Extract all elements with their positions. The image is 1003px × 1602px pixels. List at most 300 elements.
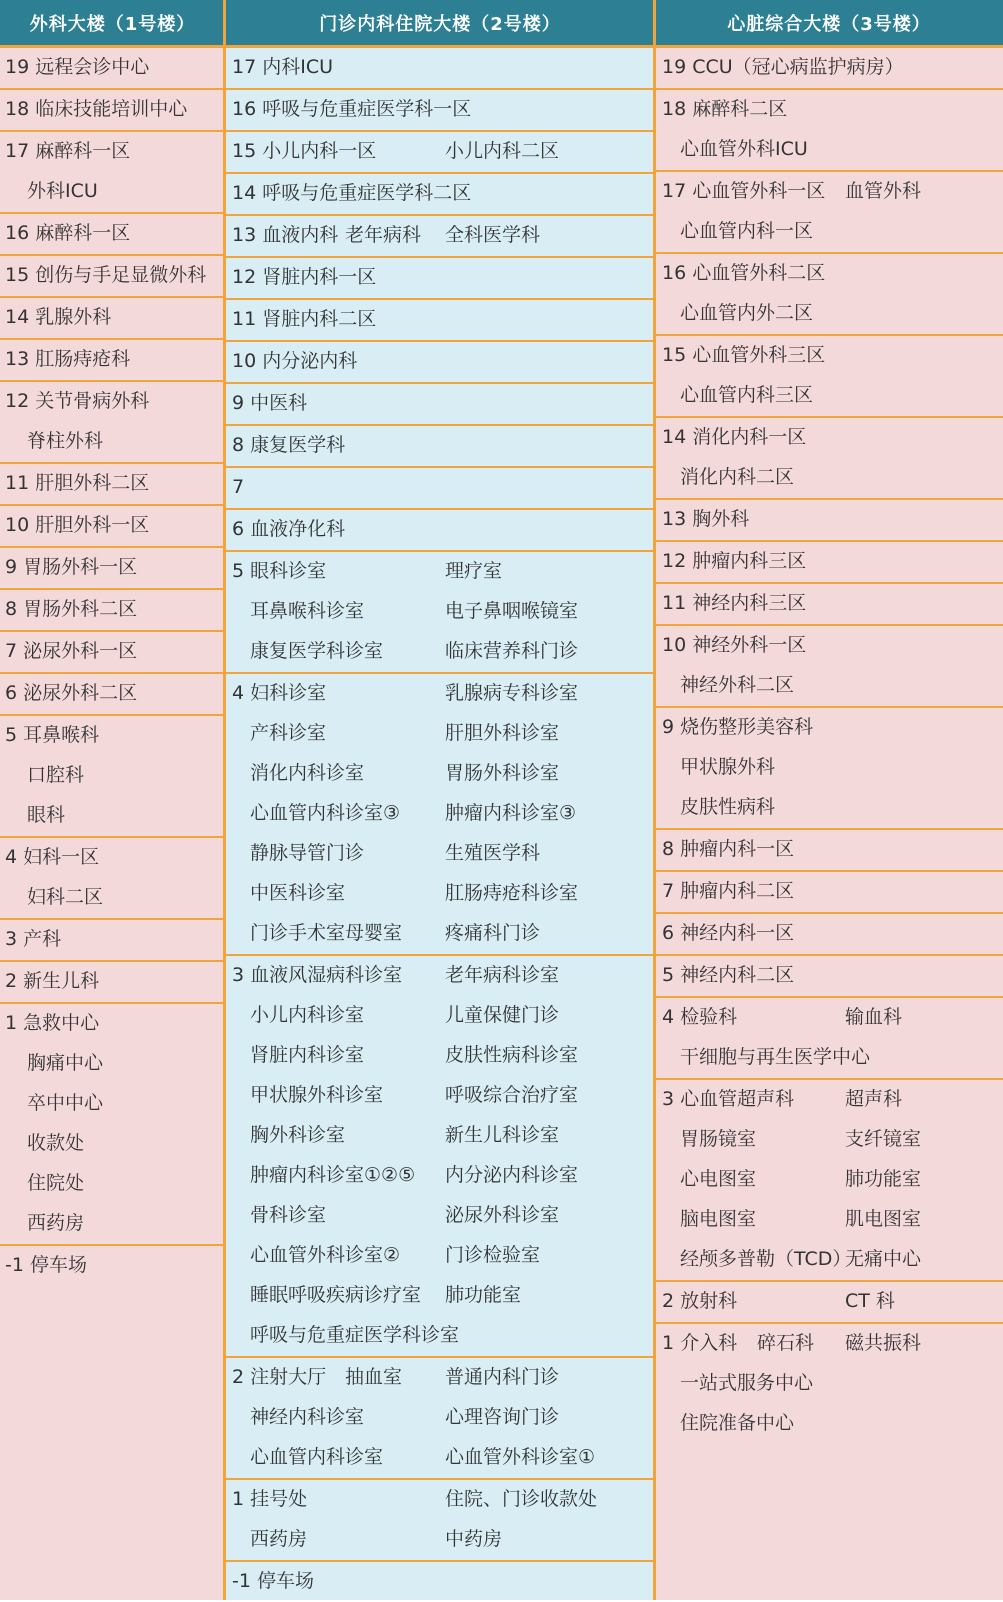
floor-line <box>655 584 1003 624</box>
floor-line <box>655 1038 1003 1078</box>
department-label: 6 血液净化科 <box>232 518 346 540</box>
floor-group <box>0 48 225 90</box>
department-label: CT 科 <box>845 1290 895 1312</box>
floor-line <box>655 788 1003 828</box>
department-label: 胸痛中心 <box>27 1052 104 1074</box>
floor-line <box>225 258 655 298</box>
floor-line <box>655 1200 1003 1240</box>
department-label: 皮肤性病科 <box>680 796 776 818</box>
floor-line <box>225 552 655 592</box>
floor-line <box>0 590 225 630</box>
floor-line <box>225 754 655 794</box>
floor-line <box>0 1204 225 1244</box>
floor-line <box>0 920 225 960</box>
department-label: -1 停车场 <box>5 1254 87 1276</box>
floor-line <box>655 212 1003 252</box>
floor-line <box>655 542 1003 582</box>
department-label: 17 心血管外科一区 <box>662 180 826 202</box>
department-label: 新生儿科诊室 <box>445 1124 560 1146</box>
floor-line <box>225 714 655 754</box>
department-label: 心血管外科诊室② <box>250 1244 401 1266</box>
floor-group <box>655 956 1003 998</box>
floor-line <box>225 1076 655 1116</box>
department-label: 消化内科二区 <box>680 466 795 488</box>
floor-line <box>0 1124 225 1164</box>
department-label: 4 妇科诊室 <box>232 682 327 704</box>
department-label: 13 肛肠痔疮科 <box>5 348 131 370</box>
floor-line <box>0 632 225 672</box>
department-label: 全科医学科 <box>445 224 541 246</box>
department-label: 9 中医科 <box>232 392 308 414</box>
department-label: 皮肤性病科诊室 <box>445 1044 579 1066</box>
department-label: 心血管内科诊室 <box>250 1446 384 1468</box>
floor-group <box>0 1004 225 1246</box>
department-label: 抽血室 <box>345 1366 403 1388</box>
department-label: 干细胞与再生医学中心 <box>680 1046 871 1068</box>
floor-group <box>655 584 1003 626</box>
floor-line <box>0 838 225 878</box>
floor-line <box>655 666 1003 706</box>
department-label: 15 小儿内科一区 <box>232 140 377 162</box>
floor-line <box>0 214 225 254</box>
floor-group <box>655 830 1003 872</box>
floor-group <box>655 48 1003 90</box>
floor-group <box>655 1324 1003 1444</box>
floor-group <box>225 552 655 674</box>
floor-line <box>655 998 1003 1038</box>
floor-line <box>655 956 1003 996</box>
floor-group <box>225 1480 655 1562</box>
floor-line <box>655 376 1003 416</box>
department-label: 脊柱外科 <box>27 430 104 452</box>
floor-group <box>225 384 655 426</box>
floor-group <box>225 342 655 384</box>
department-label: 消化内科诊室 <box>250 762 365 784</box>
floor-group <box>655 418 1003 500</box>
floor-group <box>655 708 1003 830</box>
department-label: 心血管内科诊室③ <box>250 802 401 824</box>
floor-line <box>225 1520 655 1560</box>
department-label: 肿瘤内科诊室③ <box>445 802 577 824</box>
floor-group <box>225 956 655 1358</box>
department-label: 经颅多普勒（TCD） <box>680 1248 852 1270</box>
floor-line <box>0 756 225 796</box>
floor-line <box>655 172 1003 212</box>
floor-line <box>0 298 225 338</box>
department-label: 老年病科 <box>345 224 422 246</box>
department-label: 19 CCU（冠心病监护病房） <box>662 56 904 78</box>
department-label: 内分泌内科诊室 <box>445 1164 579 1186</box>
department-label: 16 呼吸与危重症医学科一区 <box>232 98 472 120</box>
floor-line <box>0 1246 225 1286</box>
department-label: 11 肾脏内科二区 <box>232 308 377 330</box>
floor-line <box>655 914 1003 954</box>
building-3-floor-list <box>655 48 1003 1444</box>
department-label: 胸外科诊室 <box>250 1124 346 1146</box>
floor-line <box>655 418 1003 458</box>
floor-line <box>0 674 225 714</box>
department-label: 12 关节骨病外科 <box>5 390 150 412</box>
department-label: 9 烧伤整形美容科 <box>662 716 814 738</box>
floor-group <box>655 872 1003 914</box>
department-label: 1 急救中心 <box>5 1012 100 1034</box>
department-label: 8 肿瘤内科一区 <box>662 838 795 860</box>
floor-group <box>655 542 1003 584</box>
department-label: 肺功能室 <box>445 1284 522 1306</box>
floor-group <box>225 174 655 216</box>
floor-line <box>225 1316 655 1356</box>
floor-line <box>655 500 1003 540</box>
floor-line <box>225 174 655 214</box>
floor-line <box>225 1196 655 1236</box>
department-label: 康复医学科诊室 <box>250 640 384 662</box>
department-label: 甲状腺外科 <box>680 756 776 778</box>
department-label: 临床营养科门诊 <box>445 640 579 662</box>
floor-line <box>0 506 225 546</box>
floor-group <box>225 258 655 300</box>
floor-line <box>0 48 225 88</box>
department-label: 5 眼科诊室 <box>232 560 327 582</box>
department-label: 小儿内科诊室 <box>250 1004 365 1026</box>
department-label: 甲状腺外科诊室 <box>250 1084 384 1106</box>
department-label: 肾脏内科诊室 <box>250 1044 365 1066</box>
department-label: 9 胃肠外科一区 <box>5 556 138 578</box>
floor-line <box>655 130 1003 170</box>
department-label: 神经外科二区 <box>680 674 795 696</box>
floor-group <box>0 256 225 298</box>
floor-line <box>225 834 655 874</box>
floor-group <box>0 716 225 838</box>
department-label: 肺功能室 <box>845 1168 922 1190</box>
floor-line <box>225 1116 655 1156</box>
floor-group <box>0 632 225 674</box>
floor-line <box>225 216 655 256</box>
floor-group <box>225 1562 655 1602</box>
floor-line <box>225 914 655 954</box>
department-label: 心电图室 <box>680 1168 757 1190</box>
department-label: 门诊手术室 <box>250 922 346 944</box>
department-label: 生殖医学科 <box>445 842 541 864</box>
floor-line <box>225 1276 655 1316</box>
department-label: 儿童保健门诊 <box>445 1004 560 1026</box>
floor-line <box>655 1404 1003 1444</box>
floor-group <box>655 914 1003 956</box>
floor-line <box>225 1438 655 1478</box>
department-label: 呼吸与危重症医学科诊室 <box>250 1324 460 1346</box>
department-label: 磁共振科 <box>845 1332 922 1354</box>
department-label: 10 肝胆外科一区 <box>5 514 150 536</box>
floor-line <box>655 1080 1003 1120</box>
floor-line <box>225 632 655 672</box>
floor-line <box>225 90 655 130</box>
department-label: 12 肾脏内科一区 <box>232 266 377 288</box>
floor-line <box>655 458 1003 498</box>
department-label: 乳腺病专科诊室 <box>445 682 579 704</box>
column-divider <box>223 0 226 1600</box>
floor-line <box>0 90 225 130</box>
floor-line <box>655 1282 1003 1322</box>
department-label: 3 产科 <box>5 928 62 950</box>
department-label: 静脉导管门诊 <box>250 842 365 864</box>
department-label: 住院、门诊收款处 <box>445 1488 598 1510</box>
floor-line <box>225 1358 655 1398</box>
department-label: 1 挂号处 <box>232 1488 308 1510</box>
floor-group <box>0 920 225 962</box>
department-label: 卒中中心 <box>27 1092 104 1114</box>
floor-group <box>655 336 1003 418</box>
floor-group <box>225 90 655 132</box>
floor-group <box>655 254 1003 336</box>
floor-line <box>225 1562 655 1602</box>
department-label: 7 肿瘤内科二区 <box>662 880 795 902</box>
department-label: 心血管外科ICU <box>680 138 808 160</box>
floor-line <box>655 748 1003 788</box>
building-1-floor-list <box>0 48 225 1286</box>
floor-line <box>655 336 1003 376</box>
department-label: 肌电图室 <box>845 1208 922 1230</box>
department-label: 3 心血管超声科 <box>662 1088 795 1110</box>
floor-line <box>655 1240 1003 1280</box>
department-label: 母婴室 <box>345 922 403 944</box>
department-label: 12 肿瘤内科三区 <box>662 550 807 572</box>
floor-group <box>0 214 225 256</box>
floor-line <box>0 796 225 836</box>
floor-line <box>225 1156 655 1196</box>
floor-line <box>225 132 655 172</box>
department-label: 心血管外科诊室① <box>445 1446 596 1468</box>
department-label: 理疗室 <box>445 560 503 582</box>
department-label: 18 麻醉科二区 <box>662 98 788 120</box>
floor-line <box>225 468 655 508</box>
floor-group <box>0 962 225 1004</box>
building-2-floor-list <box>225 48 655 1602</box>
floor-group <box>0 90 225 132</box>
department-label: 门诊检验室 <box>445 1244 541 1266</box>
department-label: 碎石科 <box>757 1332 815 1354</box>
department-label: 16 心血管外科二区 <box>662 262 826 284</box>
floor-line <box>655 90 1003 130</box>
floor-group <box>0 382 225 464</box>
department-label: 支纤镜室 <box>845 1128 922 1150</box>
department-label: 睡眠呼吸疾病诊疗室 <box>250 1284 422 1306</box>
floor-line <box>0 1004 225 1044</box>
department-label: 19 远程会诊中心 <box>5 56 150 78</box>
floor-line <box>655 254 1003 294</box>
floor-line <box>225 426 655 466</box>
department-label: 15 创伤与手足显微外科 <box>5 264 207 286</box>
floor-line <box>0 716 225 756</box>
department-label: 18 临床技能培训中心 <box>5 98 188 120</box>
department-label: 产科诊室 <box>250 722 327 744</box>
floor-group <box>0 298 225 340</box>
department-label: 2 放射科 <box>662 1290 738 1312</box>
department-label: 胃肠镜室 <box>680 1128 757 1150</box>
floor-group <box>655 172 1003 254</box>
column-divider <box>653 0 656 1600</box>
department-label: 骨科诊室 <box>250 1204 327 1226</box>
department-label: 胃肠外科诊室 <box>445 762 560 784</box>
department-label: 心理咨询门诊 <box>445 1406 560 1428</box>
floor-line <box>0 382 225 422</box>
department-label: 2 注射大厅 <box>232 1366 327 1388</box>
department-label: 13 胸外科 <box>662 508 750 530</box>
department-label: 小儿内科二区 <box>445 140 560 162</box>
floor-group <box>655 1080 1003 1282</box>
floor-group <box>0 674 225 716</box>
floor-line <box>655 1364 1003 1404</box>
department-label: 肛肠痔疮科诊室 <box>445 882 579 904</box>
floor-group <box>655 626 1003 708</box>
department-label: 脑电图室 <box>680 1208 757 1230</box>
department-label: 10 神经外科一区 <box>662 634 807 656</box>
floor-line <box>655 626 1003 666</box>
department-label: -1 停车场 <box>232 1570 314 1592</box>
floor-group <box>225 216 655 258</box>
building-2-column <box>225 0 655 1600</box>
department-label: 中医科诊室 <box>250 882 346 904</box>
floor-line <box>655 1324 1003 1364</box>
department-label: 住院准备中心 <box>680 1412 795 1434</box>
department-label: 神经内科诊室 <box>250 1406 365 1428</box>
department-label: 耳鼻喉科诊室 <box>250 600 365 622</box>
floor-line <box>655 872 1003 912</box>
department-label: 无痛中心 <box>845 1248 922 1270</box>
department-label: 中药房 <box>445 1528 503 1550</box>
department-label: 11 神经内科三区 <box>662 592 807 614</box>
floor-line <box>225 1036 655 1076</box>
department-label: 8 胃肠外科二区 <box>5 598 138 620</box>
department-label: 14 消化内科一区 <box>662 426 807 448</box>
department-label: 1 介入科 <box>662 1332 738 1354</box>
floor-line <box>225 1236 655 1276</box>
floor-group <box>225 510 655 552</box>
department-label: 收款处 <box>27 1132 85 1154</box>
department-label: 眼科 <box>27 804 66 826</box>
department-label: 普通内科门诊 <box>445 1366 560 1388</box>
department-label: 10 内分泌内科 <box>232 350 358 372</box>
floor-group <box>225 468 655 510</box>
department-label: 泌尿外科诊室 <box>445 1204 560 1226</box>
floor-line <box>225 956 655 996</box>
floor-line <box>225 674 655 714</box>
floor-line <box>0 878 225 918</box>
floor-line <box>0 962 225 1002</box>
department-label: 肝胆外科诊室 <box>445 722 560 744</box>
floor-line <box>0 132 225 172</box>
floor-line <box>225 794 655 834</box>
department-label: 2 新生儿科 <box>5 970 100 992</box>
floor-group <box>655 500 1003 542</box>
floor-group <box>225 132 655 174</box>
department-label: 外科ICU <box>27 180 98 202</box>
building-3-header: 心脏综合大楼（3号楼） <box>655 0 1003 48</box>
department-label: 4 检验科 <box>662 1006 738 1028</box>
department-label: 3 血液风湿病科诊室 <box>232 964 403 986</box>
department-label: 肿瘤内科诊室①②⑤ <box>250 1164 416 1186</box>
floor-line <box>225 1398 655 1438</box>
floor-line <box>225 874 655 914</box>
floor-line <box>655 294 1003 334</box>
department-label: 16 麻醉科一区 <box>5 222 131 244</box>
floor-line <box>0 172 225 212</box>
department-label: 一站式服务中心 <box>680 1372 814 1394</box>
floor-group <box>0 340 225 382</box>
department-label: 口腔科 <box>27 764 85 786</box>
floor-line <box>0 340 225 380</box>
department-label: 呼吸综合治疗室 <box>445 1084 579 1106</box>
floor-group <box>0 506 225 548</box>
floor-group <box>655 998 1003 1080</box>
floor-line <box>655 830 1003 870</box>
department-label: 超声科 <box>845 1088 903 1110</box>
department-label: 4 妇科一区 <box>5 846 100 868</box>
floor-line <box>0 1084 225 1124</box>
building-1-column <box>0 0 225 1600</box>
floor-line <box>225 384 655 424</box>
department-label: 住院处 <box>27 1172 85 1194</box>
department-label: 电子鼻咽喉镜室 <box>445 600 579 622</box>
floor-line <box>0 1044 225 1084</box>
department-label: 13 血液内科 <box>232 224 339 246</box>
floor-line <box>0 464 225 504</box>
floor-line <box>655 1160 1003 1200</box>
floor-line <box>225 996 655 1036</box>
floor-line <box>225 592 655 632</box>
department-label: 6 神经内科一区 <box>662 922 795 944</box>
department-label: 老年病科诊室 <box>445 964 560 986</box>
department-label: 11 肝胆外科二区 <box>5 472 150 494</box>
floor-group <box>655 90 1003 172</box>
floor-line <box>225 342 655 382</box>
floor-group <box>225 426 655 468</box>
floor-line <box>655 48 1003 88</box>
floor-line <box>225 48 655 88</box>
department-label: 7 泌尿外科一区 <box>5 640 138 662</box>
department-label: 6 泌尿外科二区 <box>5 682 138 704</box>
floor-group <box>225 1358 655 1480</box>
floor-group <box>225 300 655 342</box>
floor-group <box>0 590 225 632</box>
floor-line <box>0 1164 225 1204</box>
floor-group <box>0 132 225 214</box>
department-label: 14 乳腺外科 <box>5 306 112 328</box>
floor-group <box>655 1282 1003 1324</box>
department-label: 7 <box>232 476 245 498</box>
floor-group <box>0 1246 225 1286</box>
floor-line <box>0 548 225 588</box>
department-label: 血管外科 <box>845 180 922 202</box>
building-3-column <box>655 0 1003 1600</box>
floor-group <box>0 838 225 920</box>
department-label: 西药房 <box>250 1528 308 1550</box>
floor-line <box>225 1480 655 1520</box>
building-1-header: 外科大楼（1号楼） <box>0 0 225 48</box>
department-label: 5 耳鼻喉科 <box>5 724 100 746</box>
department-label: 西药房 <box>27 1212 85 1234</box>
department-label: 17 麻醉科一区 <box>5 140 131 162</box>
department-label: 心血管内科一区 <box>680 220 814 242</box>
floor-group <box>0 464 225 506</box>
floor-line <box>0 256 225 296</box>
department-label: 心血管内外二区 <box>680 302 814 324</box>
department-label: 15 心血管外科三区 <box>662 344 826 366</box>
department-label: 妇科二区 <box>27 886 104 908</box>
floor-line <box>225 300 655 340</box>
floor-line <box>655 1120 1003 1160</box>
floor-line <box>0 422 225 462</box>
floor-line <box>655 708 1003 748</box>
floor-group <box>225 674 655 956</box>
